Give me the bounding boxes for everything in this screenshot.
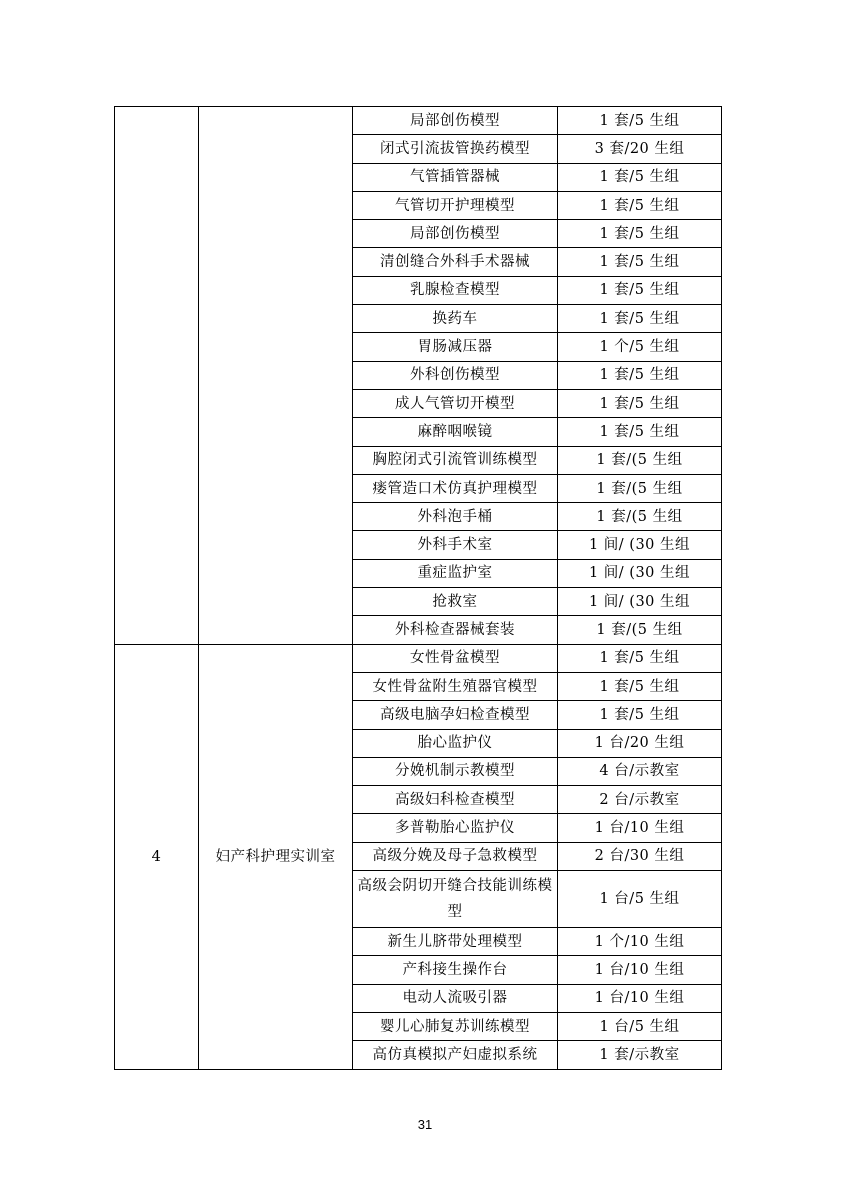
equipment-quantity-cell: 1 个/10 生组: [558, 928, 722, 956]
equipment-quantity-cell: 1 套/(5 生组: [558, 446, 722, 474]
equipment-name-cell: 外科手术室: [353, 531, 558, 559]
equipment-quantity-cell: 1 套/5 生组: [558, 248, 722, 276]
equipment-name-cell: 女性骨盆模型: [353, 644, 558, 672]
equipment-quantity-cell: 1 台/10 生组: [558, 956, 722, 984]
equipment-name-cell: 高级分娩及母子急救模型: [353, 842, 558, 870]
room-name-cell: [199, 107, 353, 645]
equipment-name-cell: 局部创伤模型: [353, 107, 558, 135]
equipment-name-cell: 闭式引流拔管换药模型: [353, 135, 558, 163]
equipment-name-cell: 多普勒胎心监护仪: [353, 814, 558, 842]
equipment-quantity-cell: 1 间/ (30 生组: [558, 531, 722, 559]
equipment-quantity-cell: 1 套/5 生组: [558, 672, 722, 700]
equipment-quantity-cell: 1 台/10 生组: [558, 814, 722, 842]
equipment-quantity-cell: 1 套/5 生组: [558, 276, 722, 304]
equipment-quantity-cell: 1 套/5 生组: [558, 191, 722, 219]
equipment-name-cell: 高仿真模拟产妇虚拟系统: [353, 1041, 558, 1069]
equipment-name-cell: 麻醉咽喉镜: [353, 418, 558, 446]
equipment-quantity-cell: 1 个/5 生组: [558, 333, 722, 361]
equipment-name-cell: 瘘管造口术仿真护理模型: [353, 474, 558, 502]
page-number: 31: [417, 1117, 433, 1132]
equipment-quantity-cell: 1 套/(5 生组: [558, 503, 722, 531]
equipment-name-cell: 气管切开护理模型: [353, 191, 558, 219]
equipment-quantity-cell: 3 套/20 生组: [558, 135, 722, 163]
equipment-quantity-cell: 4 台/示教室: [558, 757, 722, 785]
equipment-quantity-cell: 1 套/5 生组: [558, 389, 722, 417]
equipment-quantity-cell: 1 台/5 生组: [558, 871, 722, 928]
equipment-quantity-cell: 1 套/5 生组: [558, 305, 722, 333]
equipment-quantity-cell: 1 间/ (30 生组: [558, 588, 722, 616]
equipment-quantity-cell: 1 台/5 生组: [558, 1012, 722, 1040]
equipment-quantity-cell: 1 台/10 生组: [558, 984, 722, 1012]
equipment-name-cell: 高级妇科检查模型: [353, 786, 558, 814]
equipment-name-cell: 重症监护室: [353, 559, 558, 587]
equipment-name-cell: 产科接生操作台: [353, 956, 558, 984]
equipment-quantity-cell: 1 套/5 生组: [558, 644, 722, 672]
equipment-quantity-cell: 1 套/5 生组: [558, 163, 722, 191]
equipment-name-cell: 电动人流吸引器: [353, 984, 558, 1012]
equipment-name-cell: 乳腺检查模型: [353, 276, 558, 304]
equipment-name-cell: 女性骨盆附生殖器官模型: [353, 672, 558, 700]
equipment-quantity-cell: 1 台/20 生组: [558, 729, 722, 757]
equipment-name-cell: 外科创伤模型: [353, 361, 558, 389]
equipment-quantity-cell: 1 套/5 生组: [558, 418, 722, 446]
equipment-name-cell: 胸腔闭式引流管训练模型: [353, 446, 558, 474]
equipment-name-cell: 抢救室: [353, 588, 558, 616]
row-number-cell: 4: [115, 644, 199, 1069]
equipment-quantity-cell: 1 套/5 生组: [558, 701, 722, 729]
equipment-name-cell: 高级电脑孕妇检查模型: [353, 701, 558, 729]
equipment-quantity-cell: 2 台/30 生组: [558, 842, 722, 870]
equipment-quantity-cell: 1 套/5 生组: [558, 107, 722, 135]
equipment-name-cell: 局部创伤模型: [353, 220, 558, 248]
equipment-quantity-cell: 1 套/示教室: [558, 1041, 722, 1069]
equipment-name-cell: 新生儿脐带处理模型: [353, 928, 558, 956]
equipment-name-cell: 清创缝合外科手术器械: [353, 248, 558, 276]
equipment-quantity-cell: 1 间/ (30 生组: [558, 559, 722, 587]
table-row: [115, 107, 722, 135]
equipment-quantity-cell: 1 套/(5 生组: [558, 616, 722, 644]
equipment-name-cell: 婴儿心肺复苏训练模型: [353, 1012, 558, 1040]
equipment-name-cell: 外科检查器械套装: [353, 616, 558, 644]
room-name-cell: 妇产科护理实训室: [199, 644, 353, 1069]
equipment-quantity-cell: 2 台/示教室: [558, 786, 722, 814]
equipment-table: [114, 106, 722, 1070]
equipment-name-cell: 胃肠减压器: [353, 333, 558, 361]
equipment-table-body: [115, 107, 722, 1070]
equipment-quantity-cell: 1 套/5 生组: [558, 361, 722, 389]
row-number-cell: [115, 107, 199, 645]
equipment-name-cell: 外科泡手桶: [353, 503, 558, 531]
equipment-name-cell: 气管插管器械: [353, 163, 558, 191]
equipment-name-cell: 分娩机制示教模型: [353, 757, 558, 785]
equipment-name-cell: 换药车: [353, 305, 558, 333]
equipment-name-cell: 高级会阴切开缝合技能训练模型: [353, 871, 558, 928]
table-row: [115, 644, 722, 672]
equipment-name-cell: 胎心监护仪: [353, 729, 558, 757]
equipment-quantity-cell: 1 套/5 生组: [558, 220, 722, 248]
equipment-name-cell: 成人气管切开模型: [353, 389, 558, 417]
equipment-quantity-cell: 1 套/(5 生组: [558, 474, 722, 502]
